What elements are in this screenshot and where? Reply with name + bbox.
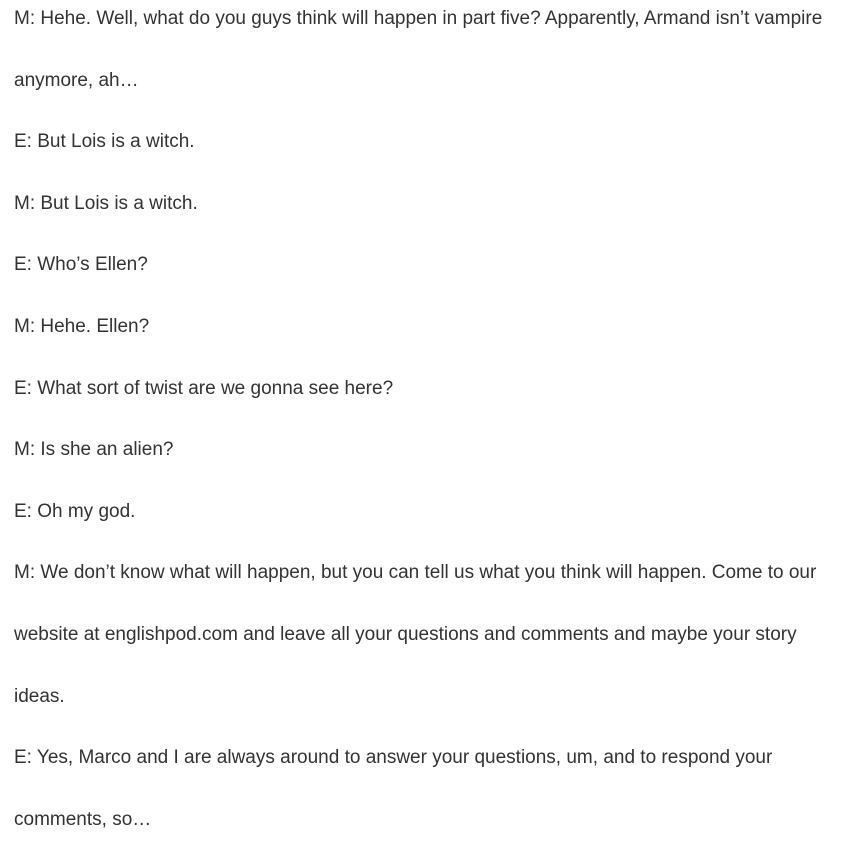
transcript-line: M: Hehe. Ellen? <box>14 315 150 337</box>
transcript-line: M: Is she an alien? <box>14 439 174 461</box>
transcript-line: M: Hehe. Well, what do you guys think will happen in part five? Apparently, Armand isn’t vampire anymore, ah… <box>14 8 823 91</box>
transcript-line: E: But Lois is a witch. <box>14 131 195 153</box>
transcript-line: E: Yes, Marco and I are always around to answer your questions, um, and to respond your comments, so… <box>14 747 773 830</box>
transcript-line: E: Oh my god. <box>14 500 136 522</box>
transcript-line: M: We don’t know what will happen, but you can tell us what you think will happen. Come to our website at englishpod.com and leave all your questions and comments and maybe your story ideas. <box>14 562 817 707</box>
transcript-line: E: What sort of twist are we gonna see here? <box>14 377 394 399</box>
transcript-line: E: Who’s Ellen? <box>14 254 148 276</box>
transcript-line: M: But Lois is a witch. <box>14 192 198 214</box>
